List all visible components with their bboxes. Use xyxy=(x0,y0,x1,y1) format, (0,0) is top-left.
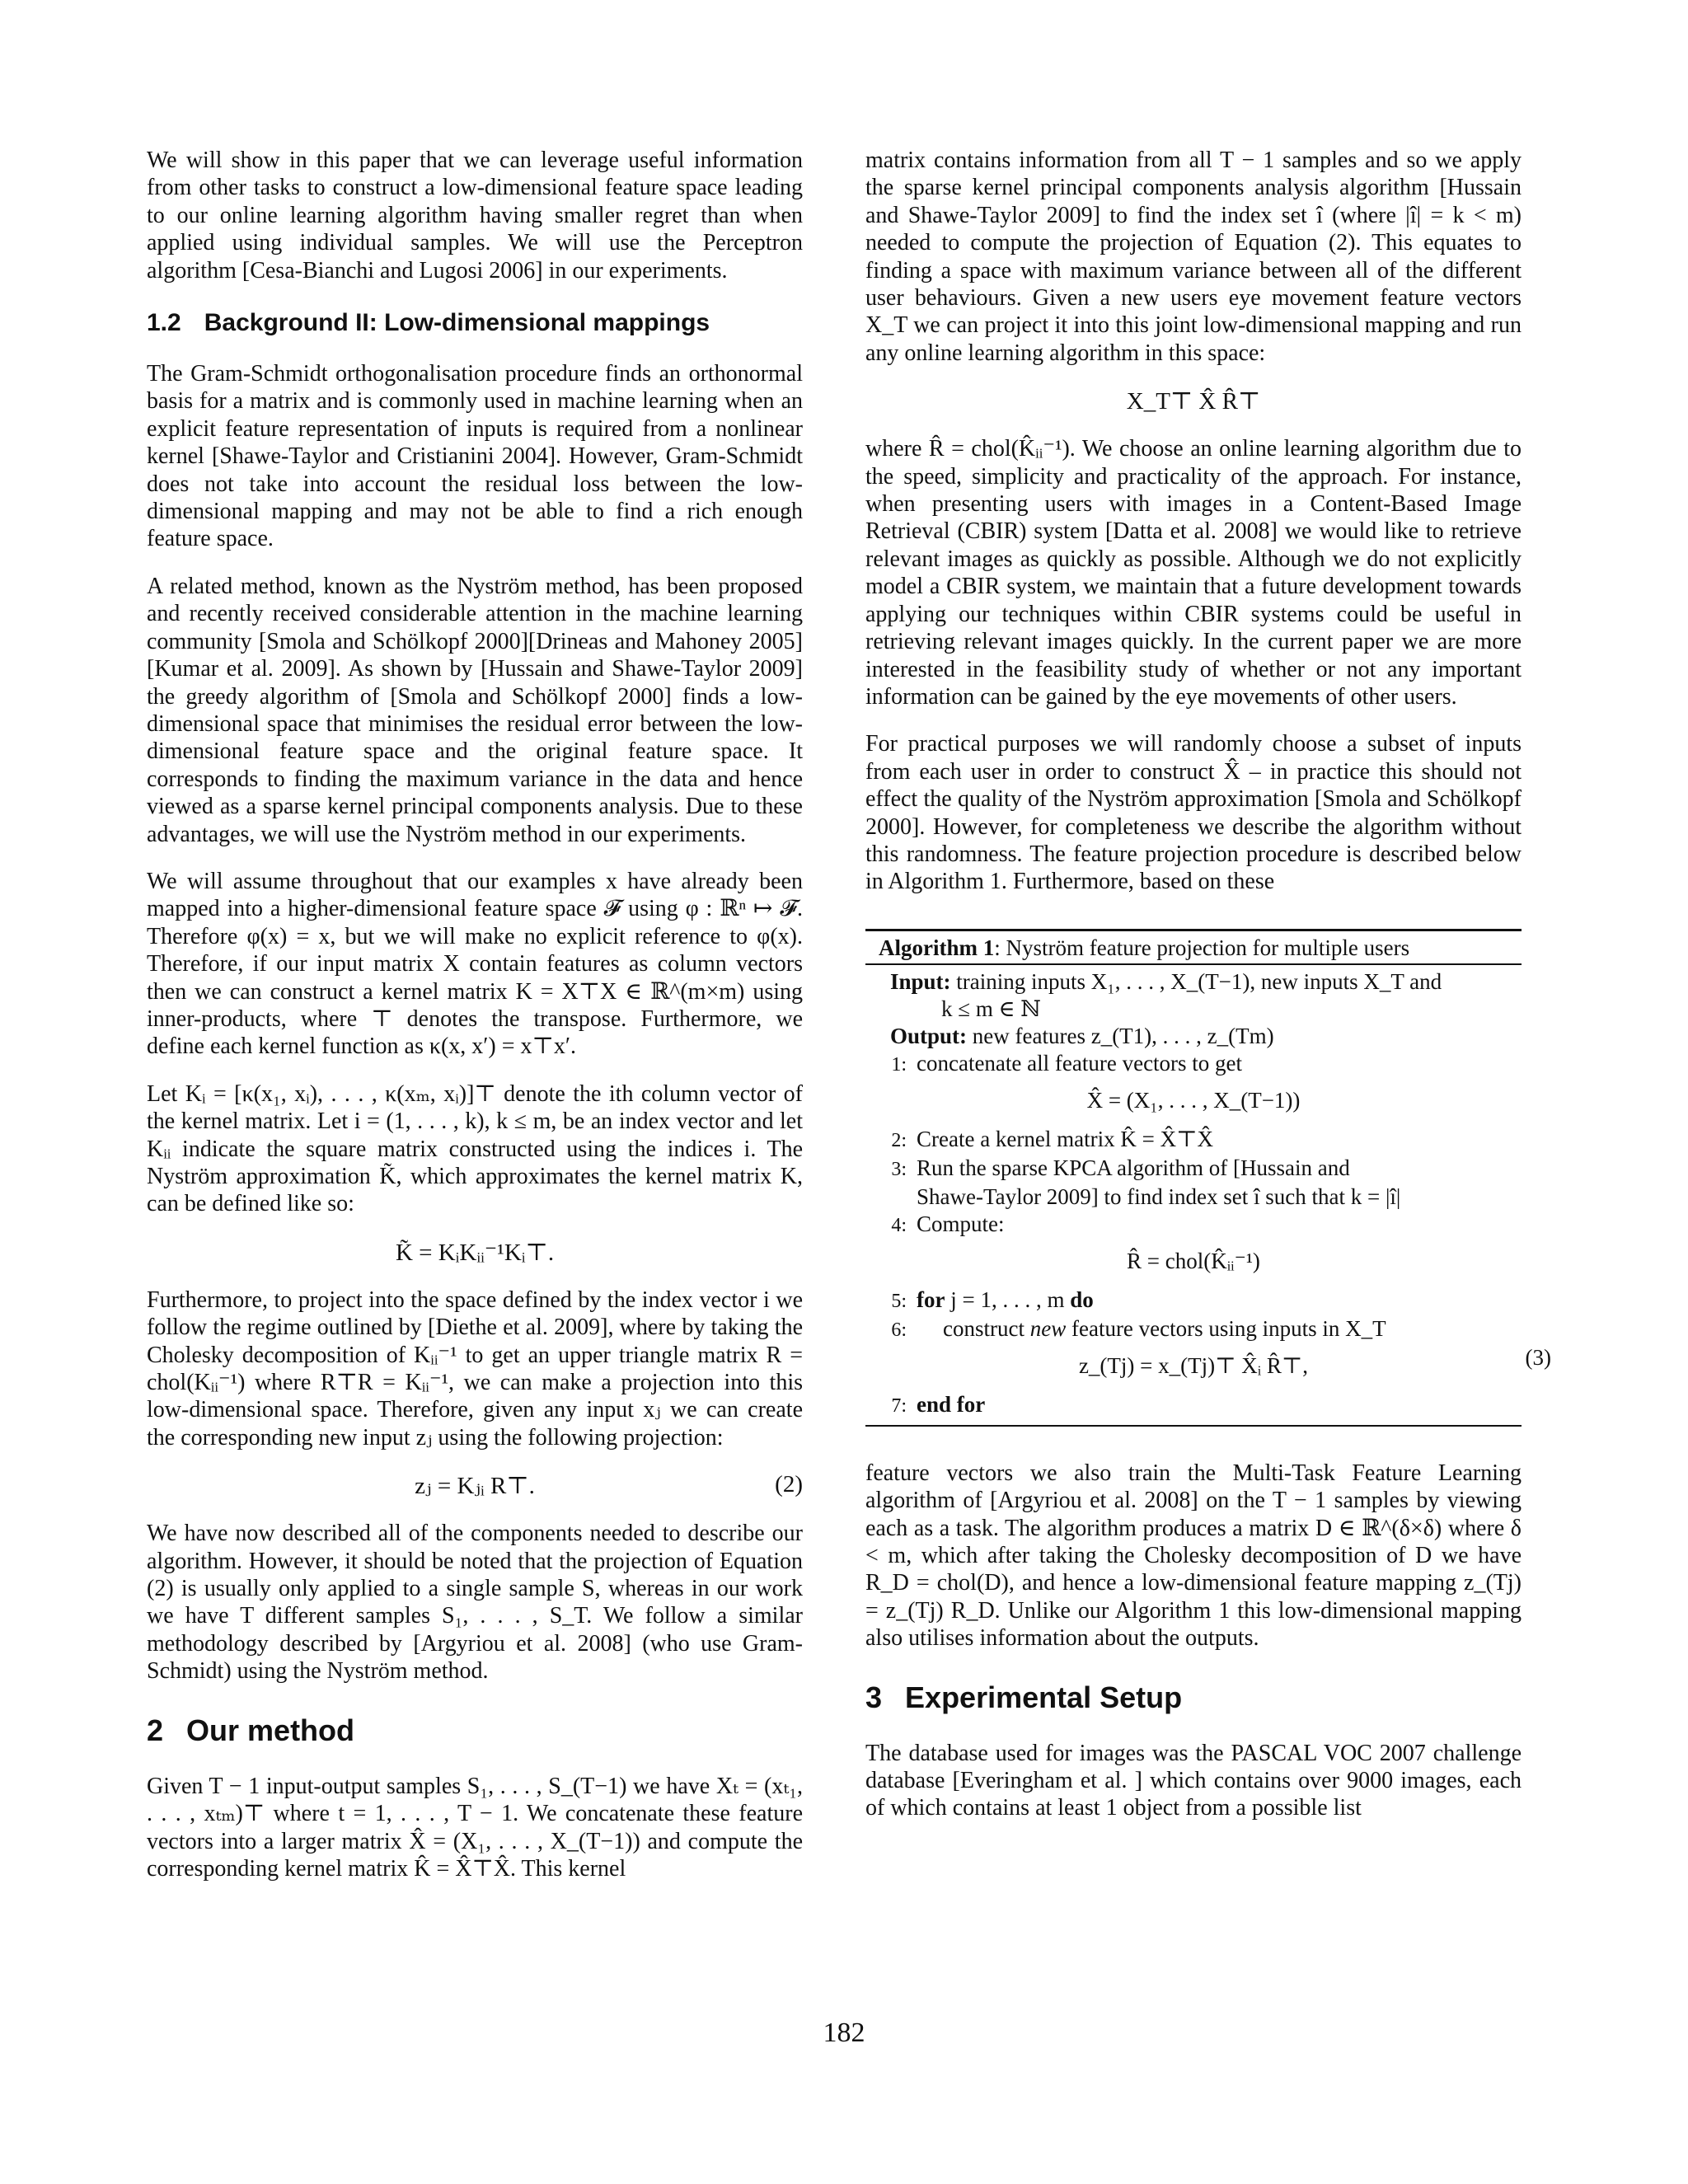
for-keyword: for xyxy=(917,1286,945,1312)
kernel-column-paragraph: Let Kᵢ = [κ(x₁, xᵢ), . . . , κ(xₘ, xᵢ)]⊤ denote the ith column vector of the kernel matrix. Let i = (1, . . . , k), k ≤ m, be an index vector and let Kᵢᵢ indicate the square matrix constructed using the indices i. The Nyström approximation K̃, which approximates the kernel matrix K, can be defined like so: xyxy=(147,1080,803,1217)
section-title: Background II: Low-dimensional mappings xyxy=(204,309,710,337)
line-text: concatenate all feature vectors to get xyxy=(917,1050,1243,1076)
nystrom-approximation-equation xyxy=(147,1238,803,1267)
algorithm-line-5 xyxy=(865,1286,1522,1315)
equation-body: X̂ = (X₁, . . . , X_(T−1)) xyxy=(1086,1087,1301,1113)
equation-body: z_(Tj) = x_(Tj)⊤ X̂ᵢ R̂⊤, xyxy=(1078,1352,1309,1378)
section-title: Our method xyxy=(186,1713,355,1747)
output-text: new features z_(T1), . . . , z_(Tm) xyxy=(972,1023,1274,1048)
line-text: Run the sparse KPCA algorithm of [Hussain and xyxy=(917,1155,1350,1180)
equation-body: zⱼ = Kⱼᵢ R⊤. xyxy=(415,1473,535,1500)
algorithm-line-3-continued: Shawe-Taylor 2009] to find index set î such that k = |î| xyxy=(917,1183,1401,1209)
concatenation-equation xyxy=(865,1079,1522,1126)
algorithm-input-continued: k ≤ m ∈ ℕ xyxy=(941,996,1041,1021)
section-number: 3 xyxy=(865,1680,883,1714)
right-column xyxy=(865,147,1551,1842)
input-text: training inputs X₁, . . . , X_(T−1), new inputs X_T and xyxy=(956,968,1442,994)
line-text: end for xyxy=(917,1391,986,1417)
equation-2 xyxy=(147,1471,803,1500)
line-text: Create a kernel matrix K̂ = X̂⊤X̂ xyxy=(917,1126,1213,1151)
algorithm-line-2 xyxy=(865,1126,1522,1155)
input-keyword: Input: xyxy=(890,968,951,994)
practical-purposes-paragraph: For practical purposes we will randomly choose a subset of inputs from each user in order to construct X̂ – in practice this should not effect the quality of the Nyström approximation [Smola and Schölkopf 2000]. However, for completeness we describe the algorithm without this randomness. The feature projection procedure is described below in Algorithm 1. Furthermore, based on these xyxy=(865,731,1522,895)
line-text: Compute: xyxy=(917,1211,1005,1236)
algorithm-caption: : Nyström feature projection for multiple users xyxy=(994,935,1410,960)
algorithm-title xyxy=(865,931,1522,965)
equation-number: (3) xyxy=(1525,1344,1551,1370)
algorithm-label: Algorithm 1 xyxy=(879,935,995,960)
section-title: Experimental Setup xyxy=(905,1680,1183,1714)
line-number: 6: xyxy=(891,1319,907,1341)
line-number: 5: xyxy=(891,1290,907,1312)
algorithm-line-6 xyxy=(865,1315,1522,1344)
line-number: 2: xyxy=(891,1129,907,1151)
line-text-b: feature vectors using inputs in X_T xyxy=(1071,1315,1386,1341)
method-paragraph: Given T − 1 input-output samples S₁, . . . , S_(T−1) we have Xₜ = (xₜ₁, . . . , xₜₘ)⊤ where t = 1, . . . , T − 1. We concatenate these feature vectors into a larger matrix X̂ = (X₁, . . . , X_(T−1)) and compute the corresponding kernel matrix K̂ = X̂⊤X̂. This kernel xyxy=(147,1773,803,1882)
intro-paragraph: We will show in this paper that we can leverage useful information from other tasks to construct a low-dimensional feature space leading to our online learning algorithm having smaller regret than when applied using individual samples. We will use the Perceptron algorithm [Cesa-Bianchi and Lugosi 2006] in our experiments. xyxy=(147,148,803,284)
gram-schmidt-paragraph: The Gram-Schmidt orthogonalisation procedure finds an orthonormal basis for a matrix and is commonly used in machine learning when an explicit feature representation of inputs is required from a nonlinear kernel [Shawe-Taylor and Cristianini 2004]. However, Gram-Schmidt does not take into account the residual loss between the low-dimensional mapping and may not be able to find a rich enough feature space. xyxy=(147,361,803,552)
algorithm-line-4 xyxy=(865,1211,1522,1240)
loop-range: j = 1, . . . , m xyxy=(950,1286,1065,1312)
algorithm-output xyxy=(865,1023,1522,1050)
multitask-paragraph: feature vectors we also train the Multi-Task Feature Learning algorithm of [Argyriou et al. 2008] on the T − 1 samples by viewing each as a task. The algorithm produces a matrix D ∈ ℝ^(δ×δ) where δ < m, which after taking the Cholesky decomposition of D we have R_D = chol(D), and hence a low-dimensional feature mapping z_(Tj) = z_(Tj) R_D. Unlike our Algorithm 1 this low-dimensional mapping also utilises information about the outputs. xyxy=(865,1460,1522,1652)
assumption-paragraph: We will assume throughout that our examples x have already been mapped into a higher-dimensional feature space 𝓕 using φ : ℝⁿ ↦ 𝓕. Therefore φ(x) = x, but we will make no explicit reference to φ(x). Therefore, if our input matrix X contain features as column vectors then we can construct a kernel matrix K = X⊤X ∈ ℝ^(m×m) using inner-products, where ⊤ denotes the transpose. Furthermore, we define each kernel function as κ(x, x′) = x⊤x′. xyxy=(147,868,803,1060)
online-learning-paragraph: where R̂ = chol(K̂ᵢᵢ⁻¹). We choose an online learning algorithm due to the speed, simplicity and practicality of the approach. For instance, when presenting users with images in a Content-Based Image Retrieval (CBIR) system [Datta et al. 2008] we would like to retrieve relevant images as quickly as possible. Although we do not explicitly model a CBIR system, we maintain that a future development towards applying our techniques within CBIR systems could be useful in retrieving relevant images quickly. In the current paper we are more interested in the feasibility study of whether or not any important information can be gained by the eye movements of other users. xyxy=(865,436,1522,710)
projection-paragraph: Furthermore, to project into the space defined by the index vector i we follow the regime outlined by [Diethe et al. 2009], where by taking the Cholesky decomposition of Kᵢᵢ⁻¹ to get an upper triangle matrix R = chol(Kᵢᵢ⁻¹) where R⊤R = Kᵢᵢ⁻¹, we can make a projection into this low-dimensional space. Therefore, given any input xⱼ we can create the corresponding new input zⱼ using the following projection: xyxy=(147,1286,803,1451)
nystrom-paragraph: A related method, known as the Nyström method, has been proposed and recently received considerable attention in the machine learning community [Smola and Schölkopf 2000][Drineas and Mahoney 2005][Kumar et al. 2009]. As shown by [Hussain and Shawe-Taylor 2009] the greedy algorithm of [Smola and Schölkopf 2000] finds a low-dimensional space that minimises the residual error between the low-dimensional feature space and the original feature space. It corresponds to finding the maximum variance in the data and hence viewed as a sparse kernel principal components analysis. Due to these advantages, we will use the Nyström method in our experiments. xyxy=(147,573,803,847)
equation-number: (2) xyxy=(775,1471,803,1498)
section-2-heading xyxy=(147,1713,803,1748)
algorithm-1-box xyxy=(865,929,1551,1427)
section-number: 1.2 xyxy=(147,309,181,337)
section-3-heading xyxy=(865,1680,1522,1715)
cholesky-equation xyxy=(865,1240,1522,1286)
equation-body: K̃ = KᵢKᵢᵢ⁻¹Kᵢ⊤. xyxy=(395,1239,555,1266)
components-paragraph: We have now described all of the components needed to describe our algorithm. However, it should be noted that the projection of Equation (2) is usually only applied to a single sample S, whereas in our work we have T different samples S₁, . . . , S_T. We follow a similar methodology described by [Argyriou et al. 2008] (who use Gram-Schmidt) using the Nyström method. xyxy=(147,1521,803,1685)
line-number: 1: xyxy=(891,1053,907,1076)
kernel-matrix-paragraph: matrix contains information from all T − 1 samples and so we apply the sparse kernel principal components analysis algorithm [Hussain and Shawe-Taylor 2009] to find the index set î (where |î| = k < m) needed to compute the projection of Equation (2). This equates to finding a space with maximum variance between all of the different user behaviours. Given a new users eye movement feature vectors X_T we can project it into this joint low-dimensional mapping and run any online learning algorithm in this space: xyxy=(865,148,1522,366)
line-number: 7: xyxy=(891,1394,907,1417)
line-number: 3: xyxy=(891,1158,907,1180)
algorithm-line-7 xyxy=(865,1391,1522,1420)
do-keyword: do xyxy=(1070,1286,1094,1312)
left-column xyxy=(147,147,803,1902)
joint-projection-equation xyxy=(865,387,1522,415)
line-number: 4: xyxy=(891,1214,907,1236)
line-text-a: construct xyxy=(943,1315,1025,1341)
algorithm-body xyxy=(865,965,1551,1425)
algorithm-line-1 xyxy=(865,1050,1522,1079)
algorithm-line-3 xyxy=(865,1155,1522,1183)
equation-body: R̂ = chol(K̂ᵢᵢ⁻¹) xyxy=(1127,1248,1260,1273)
database-paragraph: The database used for images was the PASCAL VOC 2007 challenge database [Everingham et al. ] which contains over 9000 images, each of which contains at least 1 object from a possible list xyxy=(865,1740,1522,1821)
algorithm-input xyxy=(865,968,1522,996)
section-1-2-heading xyxy=(147,309,803,337)
equation-3 xyxy=(865,1344,1551,1391)
line-text-new: new xyxy=(1029,1315,1067,1341)
section-number: 2 xyxy=(147,1713,164,1747)
equation-body: X_T⊤ X̂ R̂⊤ xyxy=(1126,388,1261,415)
page-number: 182 xyxy=(823,2018,865,2048)
output-keyword: Output: xyxy=(890,1023,968,1048)
